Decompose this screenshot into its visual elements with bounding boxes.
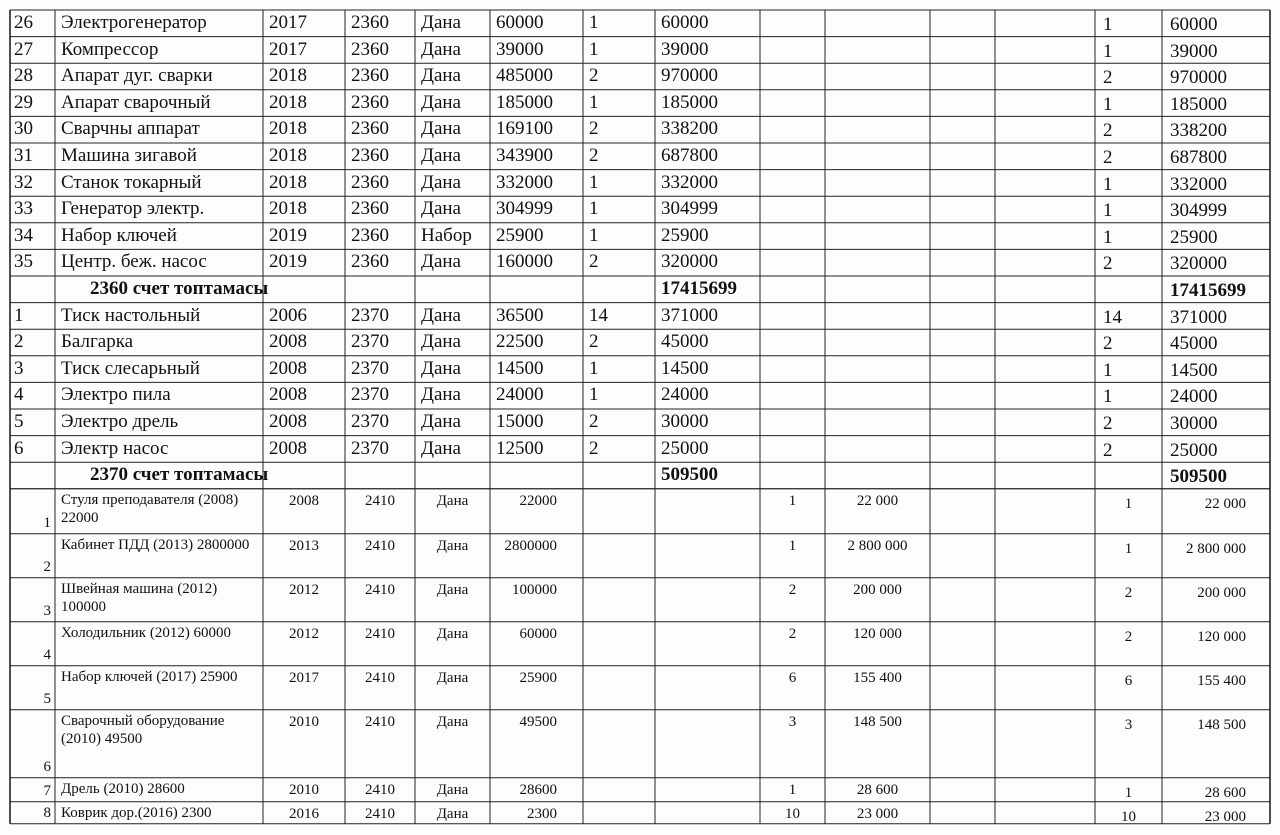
table-row [0,534,1280,578]
found-total: 22 000 [856,492,899,509]
account: 2370 [351,411,389,432]
row-number: 2 [43,558,51,575]
price: 22000 [519,492,557,509]
unit: Дана [421,384,461,406]
remaining-total: 30000 [1170,413,1218,434]
remaining-quantity: 14 [1103,306,1122,328]
quantity: 1 [589,384,599,406]
price: 60000 [496,12,544,33]
year: 2018 [269,118,307,140]
year: 2018 [269,171,307,193]
row-number: 1 [43,514,51,531]
price: 25900 [496,224,544,246]
table-row [0,622,1280,666]
table-row [0,329,1280,356]
subtotal-remaining-total: 509500 [1170,466,1227,488]
account: 2410 [365,781,395,798]
remaining-quantity: 2 [1103,67,1113,89]
total: 970000 [661,65,718,87]
year: 2017 [269,38,307,60]
account: 2410 [365,581,395,598]
remaining-quantity: 2 [1103,413,1113,434]
year: 2017 [289,669,319,686]
remaining-total: 39000 [1170,40,1218,62]
table-row [0,382,1280,409]
account: 2410 [365,805,395,822]
item-name: Дрель (2010) 28600 [61,780,185,797]
price: 2800000 [504,537,557,554]
found-total: 155 400 [853,669,902,686]
table-row [0,10,1280,37]
found-total: 2 800 000 [847,537,908,554]
table-row [0,249,1280,276]
remaining-total: 185000 [1170,93,1227,115]
price: 12500 [496,437,544,459]
item-name: Кабинет ПДД (2013) 2800000 [61,536,250,553]
found-total: 23 000 [856,805,899,822]
unit: Дана [421,12,461,33]
row-number: 27 [14,38,33,60]
table-row [0,223,1280,250]
item-name: Апарат дуг. сварки [61,65,213,87]
account: 2410 [365,625,395,642]
unit: Дана [421,437,461,459]
unit: Дана [421,65,461,87]
quantity: 1 [589,171,599,193]
quantity: 2 [589,118,599,140]
quantity: 1 [589,224,599,246]
year: 2008 [269,384,307,406]
account: 2360 [351,145,389,166]
remaining-quantity: 1 [1103,40,1113,62]
found-quantity: 1 [788,781,797,798]
remaining-total: 338200 [1170,120,1227,142]
price: 36500 [496,304,544,326]
found-total: 120 000 [853,625,902,642]
account: 2370 [351,437,389,459]
subtotal-label: 2360 счет топтамасы [90,278,269,299]
found-total: 200 000 [853,581,902,598]
remaining-total: 25900 [1170,226,1218,248]
unit: Дана [421,331,461,353]
remaining-total: 25000 [1170,439,1218,461]
remaining-total: 23 000 [1204,808,1246,825]
total: 338200 [661,118,718,140]
row-number: 29 [14,91,33,113]
item-name: Стуля преподавателя (2008) 22000 [61,491,239,526]
item-name: Электро дрель [61,411,179,432]
remaining-total: 45000 [1170,333,1218,355]
item-name: Электрогенератор [61,12,207,33]
table-row [0,116,1280,143]
unit: Дана [436,805,469,822]
remaining-quantity: 1 [1124,784,1133,801]
year: 2008 [269,437,307,459]
row-number: 6 [43,758,51,775]
unit: Дана [421,38,461,60]
price: 169100 [496,118,553,140]
unit: Дана [436,713,469,730]
row-number: 33 [14,198,33,220]
table-row [0,196,1280,223]
remaining-quantity: 2 [1124,584,1133,601]
table-row [0,143,1280,170]
row-number: 5 [43,690,51,707]
found-quantity: 10 [785,805,800,822]
quantity: 1 [589,357,599,379]
year: 2017 [269,12,307,33]
quantity: 2 [589,331,599,353]
price: 185000 [496,91,553,113]
year: 2013 [289,537,319,554]
year: 2008 [269,411,307,432]
total: 39000 [661,38,709,60]
remaining-quantity: 1 [1103,359,1113,381]
table-row [0,276,1280,303]
unit: Дана [436,492,469,509]
table-row [0,170,1280,197]
remaining-total: 2 800 000 [1186,540,1246,557]
quantity: 2 [589,65,599,87]
table-row [0,90,1280,117]
year: 2018 [269,198,307,220]
remaining-quantity: 1 [1103,93,1113,115]
remaining-quantity: 2 [1103,333,1113,355]
table-row [0,356,1280,383]
row-number: 8 [43,804,51,821]
total: 371000 [661,304,718,326]
table-row [0,489,1280,534]
item-name: Тиск слесарьный [61,357,200,379]
total: 45000 [661,331,709,353]
subtotal-total: 509500 [661,464,718,486]
row-number: 6 [14,437,24,459]
year: 2008 [289,492,319,509]
quantity: 2 [589,437,599,459]
row-number: 32 [14,171,33,193]
item-name: Станок токарный [61,171,202,193]
subtotal-remaining-total: 17415699 [1170,280,1246,301]
total: 304999 [661,198,718,220]
year: 2018 [269,65,307,87]
total: 25000 [661,437,709,459]
remaining-total: 120 000 [1197,628,1246,645]
row-number: 4 [43,646,51,663]
quantity: 2 [589,251,599,273]
unit: Дана [421,198,461,220]
account: 2370 [351,357,389,379]
account: 2410 [365,492,395,509]
total: 25900 [661,224,709,246]
row-number: 2 [14,331,24,353]
remaining-total: 304999 [1170,200,1227,222]
remaining-quantity: 1 [1103,173,1113,195]
year: 2012 [289,625,319,642]
price: 28600 [519,781,557,798]
price: 24000 [496,384,544,406]
table-row [0,778,1280,802]
account: 2410 [365,537,395,554]
row-number: 31 [14,145,33,166]
row-number: 26 [14,12,33,33]
price: 304999 [496,198,553,220]
remaining-total: 60000 [1170,14,1218,35]
unit: Дана [421,357,461,379]
remaining-total: 320000 [1170,253,1227,275]
account: 2360 [351,171,389,193]
remaining-quantity: 10 [1121,808,1136,825]
found-quantity: 2 [788,581,797,598]
year: 2018 [269,145,307,166]
row-number: 5 [14,411,24,432]
remaining-quantity: 2 [1103,253,1113,275]
unit: Дана [421,251,461,273]
account: 2360 [351,91,389,113]
item-name: Машина зигавой [61,145,197,166]
remaining-quantity: 2 [1103,439,1113,461]
table-row [0,436,1280,463]
price: 25900 [519,669,557,686]
year: 2012 [289,581,319,598]
found-quantity: 6 [788,669,797,686]
price: 14500 [496,357,544,379]
remaining-quantity: 6 [1124,672,1133,689]
account: 2370 [351,384,389,406]
item-name: Центр. беж. насос [61,251,207,273]
year: 2019 [269,251,307,273]
item-name: Набор ключей (2017) 25900 [61,668,238,685]
account: 2370 [351,304,389,326]
account: 2360 [351,38,389,60]
account: 2410 [365,669,395,686]
item-name: Коврик дор.(2016) 2300 [61,804,212,821]
remaining-quantity: 1 [1124,495,1133,512]
unit: Дана [421,411,461,432]
unit: Дана [421,91,461,113]
remaining-total: 14500 [1170,359,1218,381]
remaining-quantity: 3 [1124,716,1133,733]
remaining-quantity: 2 [1124,628,1133,645]
remaining-total: 371000 [1170,306,1227,328]
price: 60000 [519,625,557,642]
total: 320000 [661,251,718,273]
year: 2010 [289,781,319,798]
remaining-quantity: 1 [1103,386,1113,408]
table-row [0,409,1280,436]
remaining-quantity: 2 [1103,120,1113,142]
total: 332000 [661,171,718,193]
price: 100000 [512,581,557,598]
row-number: 35 [14,251,33,273]
price: 49500 [519,713,557,730]
found-quantity: 1 [788,537,797,554]
price: 15000 [496,411,544,432]
year: 2019 [269,224,307,246]
row-number: 34 [14,224,33,246]
item-name: Сварчны аппарат [61,118,200,140]
item-name: Набор ключей [61,224,177,246]
table-row [0,37,1280,64]
account: 2370 [351,331,389,353]
item-name: Генератор электр. [61,198,205,220]
account: 2360 [351,224,389,246]
account: 2360 [351,251,389,273]
table-row [0,578,1280,622]
price: 2300 [527,805,557,822]
table-row [0,802,1280,824]
found-quantity: 2 [788,625,797,642]
table-row [0,462,1280,489]
item-name: Апарат сварочный [61,91,211,113]
remaining-total: 148 500 [1197,716,1246,733]
total: 60000 [661,12,709,33]
total: 24000 [661,384,709,406]
remaining-total: 687800 [1170,147,1227,168]
year: 2018 [269,91,307,113]
remaining-quantity: 1 [1124,540,1133,557]
table-row [0,666,1280,710]
account: 2360 [351,12,389,33]
quantity: 2 [589,411,599,432]
quantity: 1 [589,198,599,220]
found-total: 148 500 [853,713,902,730]
remaining-quantity: 1 [1103,226,1113,248]
quantity: 14 [589,304,608,326]
row-number: 28 [14,65,33,87]
remaining-total: 22 000 [1204,495,1246,512]
total: 14500 [661,357,709,379]
found-quantity: 3 [788,713,797,730]
remaining-quantity: 2 [1103,147,1113,168]
total: 30000 [661,411,709,432]
row-number: 3 [43,602,51,619]
subtotal-total: 17415699 [661,278,737,299]
remaining-total: 28 600 [1204,784,1246,801]
unit: Набор [421,224,472,246]
unit: Дана [436,669,469,686]
item-name: Электро пила [61,384,171,406]
unit: Дана [436,537,469,554]
row-number: 4 [14,384,24,406]
quantity: 2 [589,145,599,166]
year: 2010 [289,713,319,730]
unit: Дана [421,145,461,166]
item-name: Компрессор [61,38,159,60]
total: 185000 [661,91,718,113]
price: 332000 [496,171,553,193]
remaining-quantity: 1 [1103,200,1113,222]
year: 2016 [289,805,319,822]
remaining-total: 24000 [1170,386,1218,408]
table-row [0,710,1280,778]
remaining-total: 332000 [1170,173,1227,195]
remaining-total: 200 000 [1197,584,1246,601]
item-name: Балгарка [61,331,134,353]
found-total: 28 600 [856,781,899,798]
price: 485000 [496,65,553,87]
unit: Дана [421,171,461,193]
total: 687800 [661,145,718,166]
row-number: 7 [43,782,51,799]
unit: Дана [436,781,469,798]
remaining-total: 155 400 [1197,672,1246,689]
item-name: Швейная машина (2012) 100000 [61,580,218,615]
quantity: 1 [589,12,599,33]
unit: Дана [421,118,461,140]
table-row [0,63,1280,90]
unit: Дана [436,625,469,642]
found-quantity: 1 [788,492,797,509]
remaining-quantity: 1 [1103,14,1113,35]
account: 2410 [365,713,395,730]
price: 343900 [496,145,553,166]
row-number: 30 [14,118,33,140]
year: 2008 [269,357,307,379]
price: 39000 [496,38,544,60]
quantity: 1 [589,38,599,60]
account: 2360 [351,65,389,87]
subtotal-label: 2370 счет топтамасы [90,464,269,486]
account: 2360 [351,198,389,220]
table-row [0,303,1280,330]
item-name: Электр насос [61,437,169,459]
row-number: 3 [14,357,24,379]
year: 2006 [269,304,307,326]
year: 2008 [269,331,307,353]
item-name: Сварочный оборудование (2010) 49500 [61,712,225,747]
row-number: 1 [14,304,24,326]
quantity: 1 [589,91,599,113]
unit: Дана [436,581,469,598]
unit: Дана [421,304,461,326]
item-name: Тиск настольный [61,304,201,326]
remaining-total: 970000 [1170,67,1227,89]
price: 22500 [496,331,544,353]
price: 160000 [496,251,553,273]
account: 2360 [351,118,389,140]
item-name: Холодильник (2012) 60000 [61,624,232,641]
